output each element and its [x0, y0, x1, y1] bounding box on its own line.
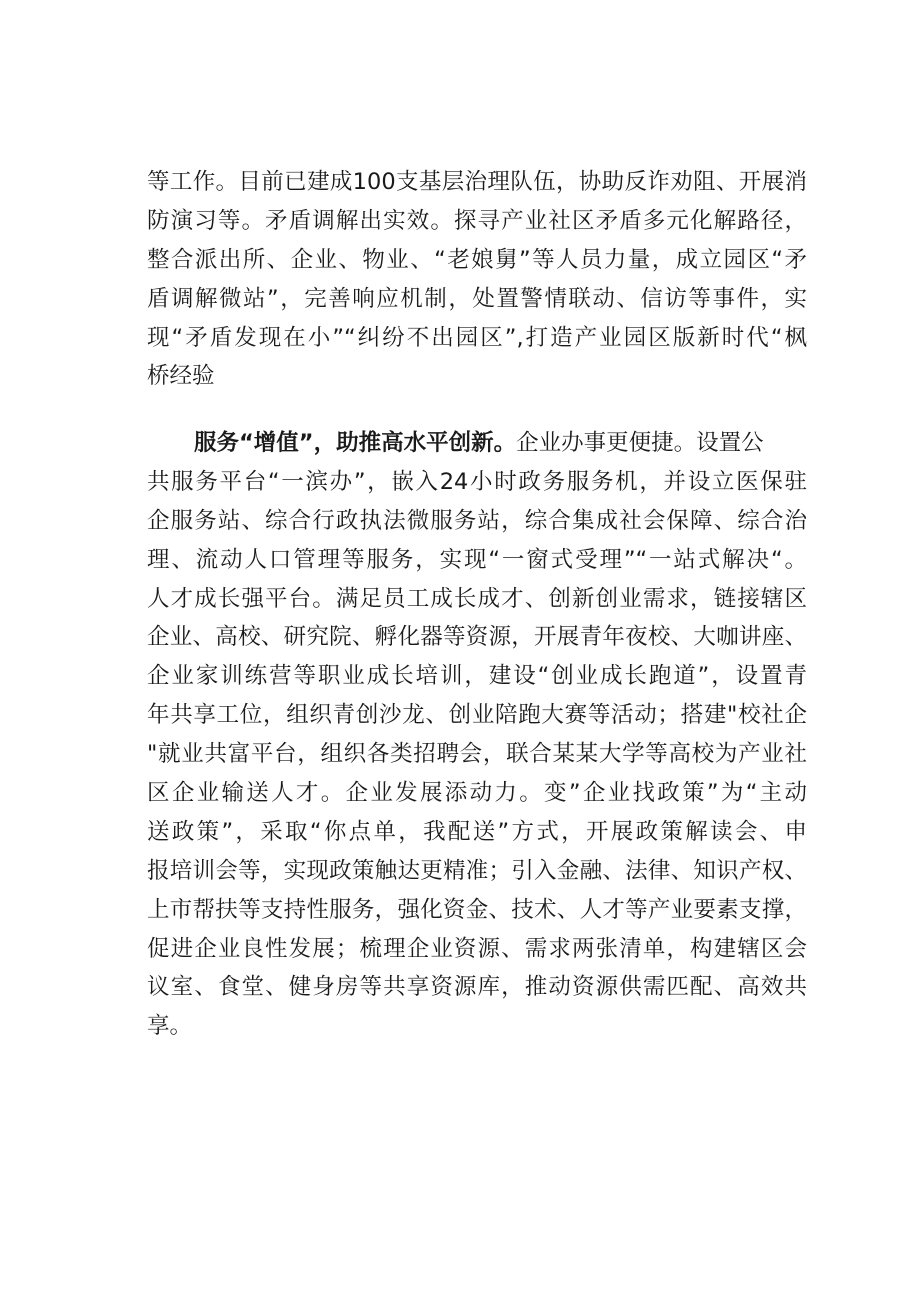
- paragraph-line: 企服务站、综合行政执法微服务站，综合集成社会保障、综合治: [147, 507, 807, 534]
- paragraph-line: 上市帮扶等支持性服务，强化资金、技术、人才等产业要素支撑，: [147, 896, 807, 923]
- paragraph-line: 现“矛盾发现在小”“纠纷不出园区”,打造产业园区版新时代“枫: [147, 324, 807, 351]
- paragraph-line: 等工作。目前已建成100支基层治理队伍，协助反诈劝阻、开展消: [147, 169, 807, 195]
- paragraph-governance: [147, 163, 807, 396]
- paragraph-service: [147, 424, 807, 1046]
- paragraph-first-line: [147, 424, 807, 463]
- paragraph-line: 享。: [147, 1013, 193, 1040]
- paragraph-line: 整合派出所、企业、物业、“老娘舅”等人员力量，成立园区“矛: [147, 246, 807, 273]
- paragraph-line: 企业、高校、研究院、孵化器等资源，开展青年夜校、大咖讲座、: [147, 624, 807, 651]
- paragraph-line: 盾调解微站”，完善响应机制，处置警情联动、信访等事件，实: [147, 285, 807, 312]
- paragraph-line: 年共享工位，组织青创沙龙、创业陪跑大赛等活动；搭建"校社企: [147, 702, 807, 729]
- paragraph-line: 共服务平台“一滨办”，嵌入24小时政务服务机，并设立医保驻: [147, 468, 807, 495]
- paragraph-line: 人才成长强平台。满足员工成长成才、创新创业需求，链接辖区: [147, 585, 807, 612]
- paragraph-line: 桥经验: [147, 363, 215, 390]
- paragraph-line: 理、流动人口管理等服务，实现“一窗式受理”“一站式解决“。: [147, 546, 807, 573]
- paragraph-line: 企业家训练营等职业成长培训，建设“创业成长跑道”，设置青: [147, 663, 807, 690]
- paragraph-line: 送政策”，采取“你点单，我配送”方式，开展政策解读会、申: [147, 818, 807, 845]
- paragraph-line: "就业共富平台，组织各类招聘会，联合某某大学等高校为产业社: [147, 741, 807, 768]
- paragraph-line-rest: 企业办事更便捷。设置公: [516, 430, 764, 456]
- section-heading: 服务“增值”，助推高水平创新。: [194, 430, 517, 456]
- paragraph-line: 防演习等。矛盾调解出实效。探寻产业社区矛盾多元化解路径，: [147, 207, 807, 234]
- paragraph-line: 议室、食堂、健身房等共享资源库，推动资源供需匹配、高效共: [147, 974, 807, 1001]
- paragraph-line: 促进企业良性发展；梳理企业资源、需求两张清单，构建辖区会: [147, 935, 807, 962]
- paragraph-line: 区企业输送人才。企业发展添动力。变”企业找政策”为“主动: [147, 780, 807, 807]
- paragraph-line: 报培训会等，实现政策触达更精准；引入金融、法律、知识产权、: [147, 857, 807, 884]
